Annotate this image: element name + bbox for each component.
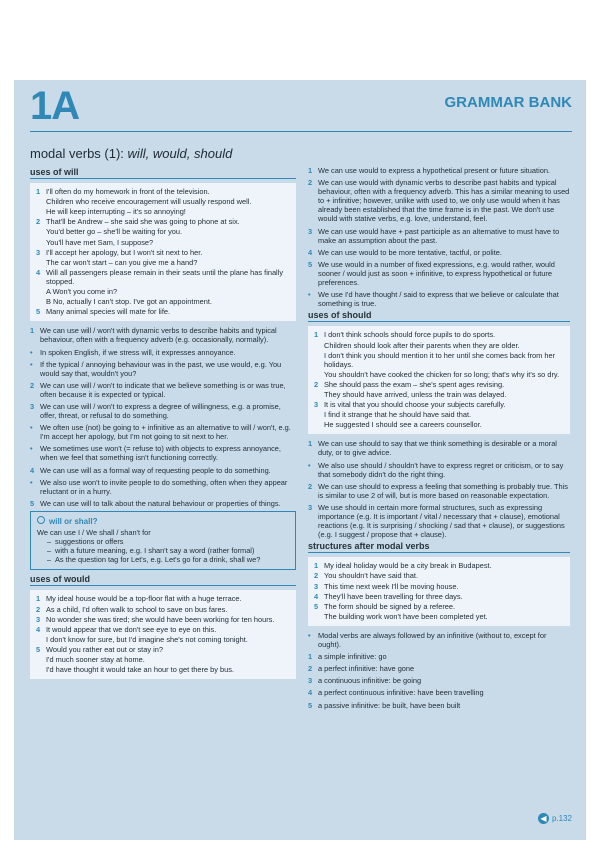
rule-note bbox=[30, 423, 296, 441]
note-marker: • bbox=[308, 290, 311, 300]
heading-uses-of-will: uses of will bbox=[30, 168, 296, 179]
will-or-shall-item: – with a future meaning, e.g. I shan't say a word (rather formal) bbox=[37, 546, 289, 555]
example-item bbox=[36, 645, 290, 654]
example-item bbox=[314, 380, 564, 389]
note-text: We can use will to talk about the natural behaviour or properties of things. bbox=[40, 498, 281, 508]
will-notes bbox=[30, 326, 296, 508]
example-text: As a child, I'd often walk to school to save on bus fares. bbox=[46, 604, 228, 614]
example-text: They'll have been travelling for three days. bbox=[324, 591, 463, 601]
example-number: 2 bbox=[314, 571, 319, 581]
example-line: Children who receive encouragement will usually respond well. bbox=[46, 197, 252, 207]
section-title: GRAMMAR BANK bbox=[444, 94, 572, 111]
example-number: 5 bbox=[314, 601, 319, 611]
example-line: He will keep interrupting – it's so annoying! bbox=[46, 207, 186, 217]
example-text: I'll accept her apology, but I won't sit next to her. bbox=[46, 247, 203, 257]
page-reference-label: p.132 bbox=[551, 814, 572, 823]
example-text: Many animal species will mate for life. bbox=[46, 307, 171, 317]
example-number: 2 bbox=[314, 379, 319, 389]
rule-note bbox=[308, 482, 570, 500]
note-marker: 1 bbox=[308, 166, 313, 175]
note-text: We can use should to say that we think something is desirable or a moral duty, or to give advice. bbox=[318, 439, 557, 458]
example-number: 5 bbox=[36, 644, 41, 654]
structures-notes bbox=[308, 652, 570, 709]
note-marker: 2 bbox=[308, 481, 313, 491]
example-line: I find it strange that he should have said that. bbox=[324, 410, 472, 420]
rule-note bbox=[308, 688, 570, 697]
example-line: I don't think you should mention it to her until she comes back from her holidays. bbox=[324, 350, 556, 369]
structures-examples-box bbox=[308, 557, 570, 626]
example-text: This time next week I'll be moving house. bbox=[324, 581, 459, 591]
example-line: The car won't start – can you give me a hand? bbox=[46, 257, 198, 267]
note-marker: • bbox=[30, 477, 33, 487]
example-item bbox=[314, 330, 564, 339]
rule-note bbox=[30, 466, 296, 475]
note-text: We can use will / won't to indicate that we believe something is or was true, often because it is expected or typical. bbox=[40, 380, 286, 399]
will-or-shall-box bbox=[30, 511, 296, 570]
note-text: We often use (not) be going to + infinitive as an alternative to will / won't, e.g. I'm accept her apology, but I'm not going to sit next to her. bbox=[40, 423, 291, 442]
note-text: a perfect infinitive: have gone bbox=[318, 664, 415, 674]
note-text: We can use will / won't to express a degree of willingness, e.g. a promise, offer, threat, or refusal to do something. bbox=[40, 401, 281, 421]
example-text: It would appear that we don't see eye to eye on this. bbox=[46, 624, 217, 634]
example-text: I'll often do my homework in front of the television. bbox=[46, 187, 210, 197]
rule-note bbox=[308, 290, 570, 308]
example-number: 1 bbox=[314, 561, 319, 571]
note-marker: 2 bbox=[308, 178, 313, 188]
example-number: 3 bbox=[36, 247, 41, 257]
structures-lead-note bbox=[308, 631, 570, 649]
example-item bbox=[36, 307, 290, 316]
note-marker: 3 bbox=[308, 502, 313, 512]
header-divider bbox=[30, 131, 572, 132]
would-examples-box bbox=[30, 590, 296, 679]
example-line: B No, actually I can't stop. I've got an appointment. bbox=[46, 297, 212, 307]
note-marker: • bbox=[30, 444, 33, 454]
note-marker: 5 bbox=[308, 259, 313, 269]
example-item bbox=[36, 248, 290, 257]
example-item bbox=[36, 615, 290, 624]
note-text: If the typical / annoying behaviour was in the past, we use would, e.g. You would say that, wouldn't you? bbox=[40, 359, 282, 378]
would-notes bbox=[308, 166, 570, 308]
rule-note bbox=[30, 381, 296, 399]
will-or-shall-title bbox=[37, 516, 289, 526]
example-item bbox=[314, 400, 564, 409]
bullet: • bbox=[308, 630, 311, 640]
note-marker: 4 bbox=[308, 688, 313, 698]
example-text: The form should be signed by a referee. bbox=[324, 601, 456, 611]
rule-note bbox=[30, 478, 296, 496]
rule-note bbox=[308, 503, 570, 539]
note-text: We also use won't to invite people to do something, often when they appear reluctant or in a hurry. bbox=[40, 477, 288, 496]
rule-note bbox=[308, 166, 570, 175]
rule-note bbox=[30, 402, 296, 420]
rule-note bbox=[30, 444, 296, 462]
rule-note bbox=[30, 499, 296, 508]
example-number: 4 bbox=[36, 267, 41, 277]
topic-prefix: modal verbs (1): bbox=[30, 146, 128, 161]
rule-note bbox=[308, 260, 570, 287]
note-marker: • bbox=[30, 359, 33, 369]
note-marker: 4 bbox=[30, 465, 35, 475]
note-text: We can use would to express a hypothetical present or future situation. bbox=[318, 166, 550, 175]
note-text: In spoken English, if we stress will, it expresses annoyance. bbox=[40, 347, 236, 357]
example-number: 1 bbox=[36, 594, 41, 604]
example-number: 3 bbox=[314, 400, 319, 410]
note-marker: 3 bbox=[308, 676, 313, 686]
example-number: 1 bbox=[314, 330, 319, 340]
note-text: We can use will as a formal way of requesting people to do something. bbox=[40, 465, 271, 475]
page-reference[interactable] bbox=[538, 813, 572, 824]
topic-italic: will, would, should bbox=[127, 146, 233, 161]
will-or-shall-item: – suggestions or offers bbox=[37, 537, 289, 546]
rule-note bbox=[308, 664, 570, 673]
note-text: a simple infinitive: go bbox=[318, 652, 387, 662]
heading-uses-of-should: uses of should bbox=[308, 311, 570, 322]
heading-structures: structures after modal verbs bbox=[308, 542, 570, 553]
example-text: My ideal house would be a top-floor flat with a huge terrace. bbox=[46, 594, 242, 604]
example-item bbox=[36, 268, 290, 286]
note-marker: 4 bbox=[308, 247, 313, 257]
example-text: You shouldn't have said that. bbox=[324, 571, 419, 581]
example-text: That'll be Andrew – she said she was going to phone at six. bbox=[46, 217, 240, 227]
note-marker: • bbox=[308, 460, 311, 470]
rule-note bbox=[308, 439, 570, 457]
note-text: a perfect continuous infinitive: have been travelling bbox=[318, 688, 484, 698]
note-marker: 2 bbox=[30, 380, 35, 390]
should-notes bbox=[308, 439, 570, 539]
note-text: We can use would have + past participle as an alternative to must have to make an assumption about the past. bbox=[318, 226, 560, 245]
example-text: I don't think schools should force pupils to do sports. bbox=[324, 330, 496, 340]
example-line: I'd have thought it would take an hour to get there by bus. bbox=[46, 665, 234, 675]
example-text: Will all passengers please remain in their seats until the plane has finally stopped. bbox=[46, 267, 284, 286]
note-marker: 3 bbox=[308, 226, 313, 236]
note-marker: 2 bbox=[308, 664, 313, 674]
example-text: Would you rather eat out or stay in? bbox=[46, 644, 163, 654]
note-marker: 5 bbox=[308, 700, 313, 710]
example-line: You shouldn't have cooked the chicken for so long; that's why it's so dry. bbox=[324, 369, 560, 379]
note-marker: • bbox=[30, 347, 33, 357]
will-or-shall-item: – As the question tag for Let's, e.g. Let's go for a drink, shall we? bbox=[37, 555, 289, 564]
arrow-left-icon: ◀ bbox=[538, 813, 549, 824]
note-marker: 1 bbox=[308, 652, 313, 662]
page-topic bbox=[30, 146, 232, 161]
left-column bbox=[30, 166, 296, 684]
example-line: Children should look after their parents when they are older. bbox=[324, 340, 520, 350]
example-line: You'll have met Sam, I suppose? bbox=[46, 237, 154, 247]
note-marker: 1 bbox=[308, 439, 313, 449]
example-item bbox=[36, 217, 290, 226]
note-text: We can use would to be more tentative, tactful, or polite. bbox=[318, 247, 502, 257]
example-text: No wonder she was tired; she would have been working for ten hours. bbox=[46, 614, 275, 624]
note-text: We use should in certain more formal structures, such as expressing importance (e.g. It is important / vital / necessary that + clause), emotional reactions (e.g. It is surprising / shocking / sad that + clause), or suggestions (e.g. I suggest / propose that + clause). bbox=[318, 502, 565, 540]
note-marker: 3 bbox=[30, 401, 35, 411]
note-text: We also use should / shouldn't have to express regret or criticism, or to say that somebody didn't do the right thing. bbox=[318, 460, 564, 479]
example-item bbox=[36, 594, 290, 603]
rule-note bbox=[308, 178, 570, 223]
example-number: 2 bbox=[36, 217, 41, 227]
note-marker: 1 bbox=[30, 326, 35, 336]
example-number: 1 bbox=[36, 187, 41, 197]
note-marker: 5 bbox=[30, 498, 35, 508]
example-line: I'd much sooner stay at home. bbox=[46, 655, 145, 665]
example-line: I don't know for sure, but I'd imagine she's not coming tonight. bbox=[46, 634, 248, 644]
example-line: The building work won't have been completed yet. bbox=[324, 611, 488, 621]
rule-note bbox=[308, 676, 570, 685]
will-or-shall-title-text: will or shall? bbox=[49, 516, 98, 526]
example-number: 3 bbox=[314, 581, 319, 591]
example-item bbox=[36, 605, 290, 614]
note-marker: • bbox=[30, 423, 33, 433]
example-item bbox=[36, 625, 290, 634]
should-examples-box bbox=[308, 326, 570, 434]
example-item bbox=[314, 602, 564, 611]
will-examples-box bbox=[30, 183, 296, 321]
example-line: You'd better go – she'll be waiting for you. bbox=[46, 227, 183, 237]
example-line: He suggested I should see a careers counsellor. bbox=[324, 420, 482, 430]
example-item bbox=[314, 571, 564, 580]
rule-note bbox=[308, 227, 570, 245]
example-number: 4 bbox=[36, 624, 41, 634]
rule-note bbox=[308, 248, 570, 257]
note-text: We can use should to express a feeling that something is probably true. This is similar to use 2 of will, but is more based on reasonable expectation. bbox=[318, 481, 568, 500]
will-or-shall-list bbox=[37, 537, 289, 564]
unit-number: 1A bbox=[30, 84, 80, 128]
rule-note bbox=[30, 360, 296, 378]
rule-note bbox=[308, 461, 570, 479]
structures-lead-text: Modal verbs are always followed by an infinitive (without to, except for ought). bbox=[318, 630, 547, 650]
example-number: 3 bbox=[36, 614, 41, 624]
rule-note bbox=[30, 348, 296, 357]
example-number: 2 bbox=[36, 604, 41, 614]
example-number: 4 bbox=[314, 591, 319, 601]
example-item bbox=[314, 592, 564, 601]
note-text: We use I'd have thought / said to express that we believe or calculate that something is true. bbox=[318, 290, 559, 309]
note-text: We sometimes use won't (= refuse to) with objects to express annoyance, when we feel that something isn't functioning correctly. bbox=[40, 444, 281, 463]
example-line: They should have arrived, unless the train was delayed. bbox=[324, 389, 507, 399]
note-text: We can use will / won't with dynamic verbs to describe habits and typical behaviour, often with a frequency adverb (e.g. occasionally, normally). bbox=[40, 326, 277, 345]
example-item bbox=[314, 582, 564, 591]
right-column bbox=[308, 166, 570, 713]
rule-note bbox=[30, 326, 296, 344]
note-text: a continuous infinitive: be going bbox=[318, 676, 422, 686]
example-item bbox=[36, 187, 290, 196]
example-line: A Won't you come in? bbox=[46, 287, 118, 297]
rule-note bbox=[308, 701, 570, 710]
rule-note bbox=[308, 652, 570, 661]
example-text: My ideal holiday would be a city break in Budapest. bbox=[324, 561, 492, 571]
example-text: She should pass the exam – she's spent ages revising. bbox=[324, 379, 505, 389]
magnifier-icon bbox=[37, 516, 45, 524]
example-text: It is vital that you should choose your subjects carefully. bbox=[324, 400, 506, 410]
note-text: We can use would with dynamic verbs to describe past habits and typical behaviour, often with a frequency adverb. This has a similar meaning to used to + infinitive; however, unlike with used to, we only use would when it has already been established that the time frame is in the past. We don't use would with stative verbs, e.g. love, understand, feel. bbox=[318, 178, 570, 224]
note-text: We use would in a number of fixed expressions, e.g. would rather, would sooner / would just as soon + infinitive, to express hypothetical or future preferences. bbox=[318, 259, 555, 288]
heading-uses-of-would: uses of would bbox=[30, 575, 296, 586]
note-text: a passive infinitive: be built, have been built bbox=[318, 700, 461, 710]
example-number: 5 bbox=[36, 307, 41, 317]
example-item bbox=[314, 561, 564, 570]
grammar-bank-page bbox=[14, 80, 586, 840]
will-or-shall-intro: We can use I / We shall / shan't for bbox=[37, 528, 151, 537]
